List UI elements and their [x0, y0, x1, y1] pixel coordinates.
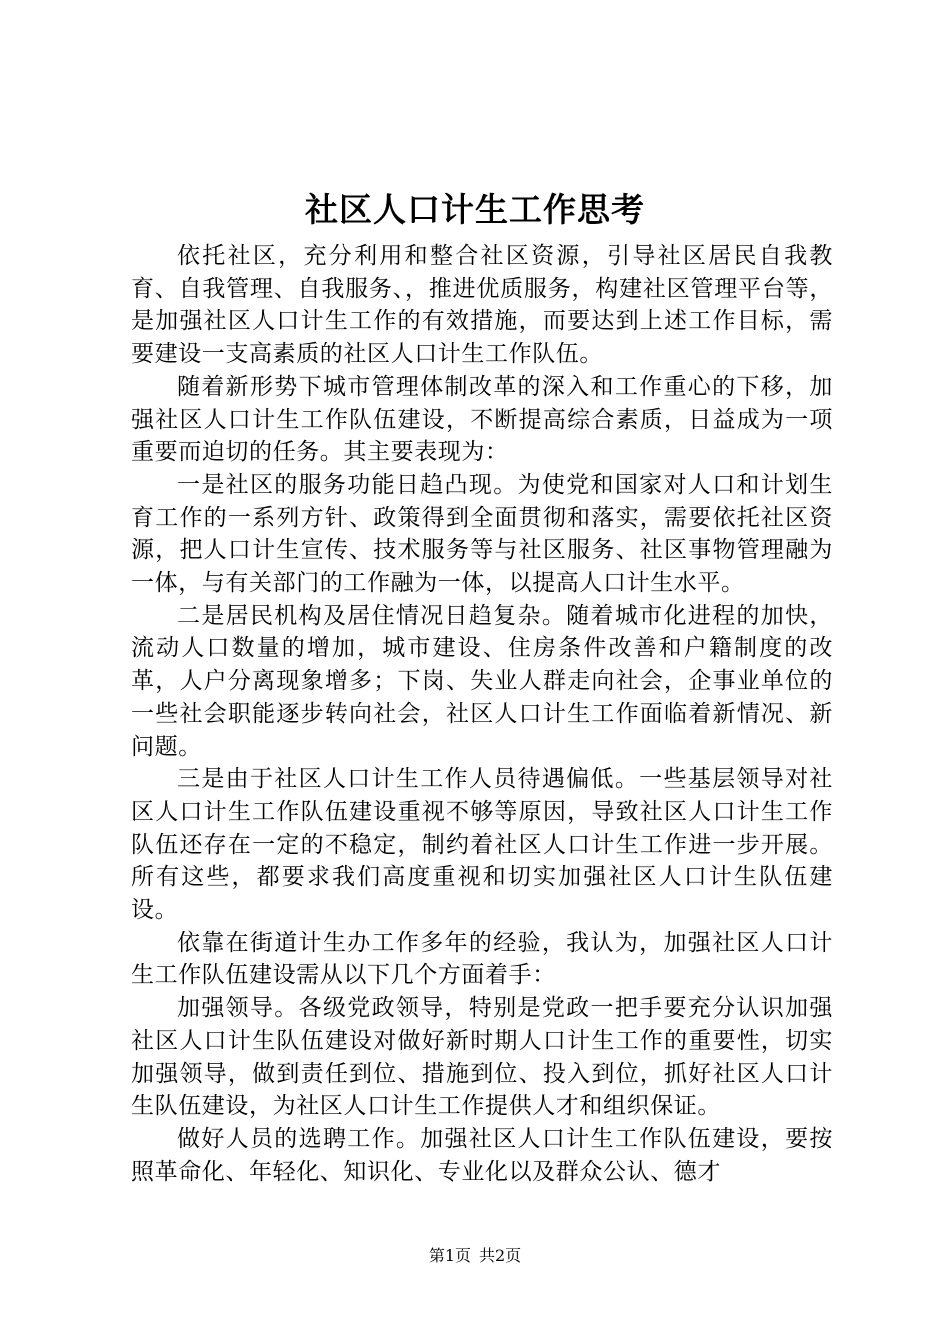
- paragraph: 随着新形势下城市管理体制改革的深入和工作重心的下移，加强社区人口计生工作队伍建设，不断提高综合素质，日益成为一项重要而迫切的任务。其主要表现为：: [131, 373, 833, 466]
- paragraph: 做好人员的选聘工作。加强社区人口计生工作队伍建设，要按照革命化、年轻化、知识化、专业化以及群众公认、德才: [131, 1125, 833, 1185]
- paragraph: 依托社区，充分利用和整合社区资源，引导社区居民自我教育、自我管理、自我服务、，推进优质服务，构建社区管理平台等，是加强社区人口计生工作的有效措施，而要达到上述工作目标，需要建设一支高素质的社区人口计生工作队伍。: [131, 243, 833, 368]
- paragraph: 二是居民机构及居住情况日趋复杂。随着城市化进程的加快，流动人口数量的增加，城市建设、住房条件改善和户籍制度的改革，人户分离现象增多；下岗、失业人群走向社会，企事业单位的一些社会职能逐步转向社会，社区人口计生工作面临着新情况、新问题。: [131, 602, 833, 760]
- paragraph: 依靠在街道计生办工作多年的经验，我认为，加强社区人口计生工作队伍建设需从以下几个方面着手：: [131, 929, 833, 989]
- document-body: [131, 240, 833, 1188]
- page-footer: [0, 1245, 950, 1267]
- page-number: 第1页: [428, 1246, 471, 1265]
- paragraph: 加强领导。各级党政领导，特别是党政一把手要充分认识加强社区人口计生队伍建设对做好新时期人口计生工作的重要性，切实加强领导，做到责任到位、措施到位、投入到位，抓好社区人口计生队伍建设，为社区人口计生工作提供人才和组织保证。: [131, 995, 833, 1120]
- paragraph: 三是由于社区人口计生工作人员待遇偏低。一些基层领导对社区人口计生工作队伍建设重视不够等原因，导致社区人口计生工作队伍还存在一定的不稳定，制约着社区人口计生工作进一步开展。所有这些，都要求我们高度重视和切实加强社区人口计生队伍建设。: [131, 766, 833, 924]
- page-total: 共2页: [479, 1246, 522, 1265]
- paragraph: 一是社区的服务功能日趋凸现。为使党和国家对人口和计划生育工作的一系列方针、政策得到全面贯彻和落实，需要依托社区资源，把人口计生宣传、技术服务等与社区服务、社区事物管理融为一体，与有关部门的工作融为一体，以提高人口计生水平。: [131, 471, 833, 597]
- document-title: 社区人口计生工作思考: [305, 190, 645, 229]
